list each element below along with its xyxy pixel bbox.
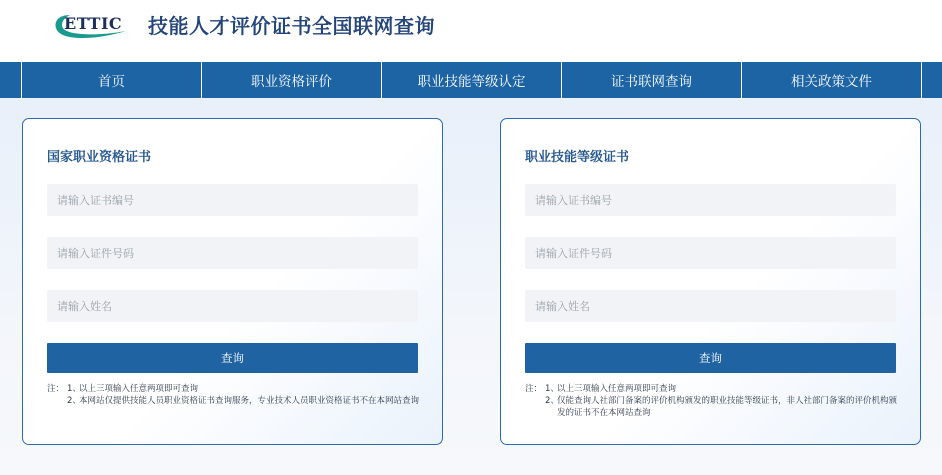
site-header [0,0,942,62]
id-number-input[interactable] [525,237,896,269]
name-input[interactable] [525,290,896,322]
nav-skill-level-certification[interactable]: 职业技能等级认定 [382,62,562,98]
note-number: 2、 [67,396,81,406]
note-text: 本网站仅提供技能人员职业资格证书查询服务，专业技术人员职业资格证书不在本网站查询 [79,396,420,406]
nav-vocational-qualification[interactable]: 职业资格评价 [202,62,382,98]
id-number-input[interactable] [47,237,418,269]
nav-home[interactable]: 首页 [22,62,202,98]
notes [47,383,427,407]
nav-certificate-query[interactable]: 证书联网查询 [562,62,742,98]
nav-tail [922,62,942,98]
nav-edge [0,62,22,98]
note-text: 仅能查询人社部门备案的评价机构颁发的职业技能等级证书，非人社部门备案的评价机构颁发的证书不在本网站查询 [557,396,898,418]
panel-title: 职业技能等级证书 [525,150,630,165]
note-text: 以上三项输入任意两项即可查询 [557,384,677,394]
certificate-number-input[interactable] [525,184,896,216]
note-row [525,383,905,395]
query-button[interactable]: 查询 [525,343,896,373]
note-row [47,395,427,407]
panel-title: 国家职业资格证书 [47,150,152,165]
note-number: 2、 [545,396,559,406]
note-text: 以上三项输入任意两项即可查询 [79,384,199,394]
main-content [0,98,942,475]
note-number: 1、 [67,384,81,394]
nav-policy-documents[interactable]: 相关政策文件 [742,62,922,98]
main-nav [0,62,942,98]
note-prefix: 注： [47,384,65,394]
query-button[interactable]: 查询 [47,343,418,373]
notes [525,383,905,419]
note-number: 1、 [545,384,559,394]
certificate-number-input[interactable] [47,184,418,216]
note-row [47,383,427,395]
ettic-logo[interactable] [54,11,140,41]
note-prefix: 注： [525,384,543,394]
logo-text: ETTIC [64,14,123,33]
name-input[interactable] [47,290,418,322]
note-row [525,395,905,419]
qualification-certificate-panel [22,118,443,445]
site-title: 技能人才评价证书全国联网查询 [148,14,435,38]
skill-level-certificate-panel [500,118,921,445]
